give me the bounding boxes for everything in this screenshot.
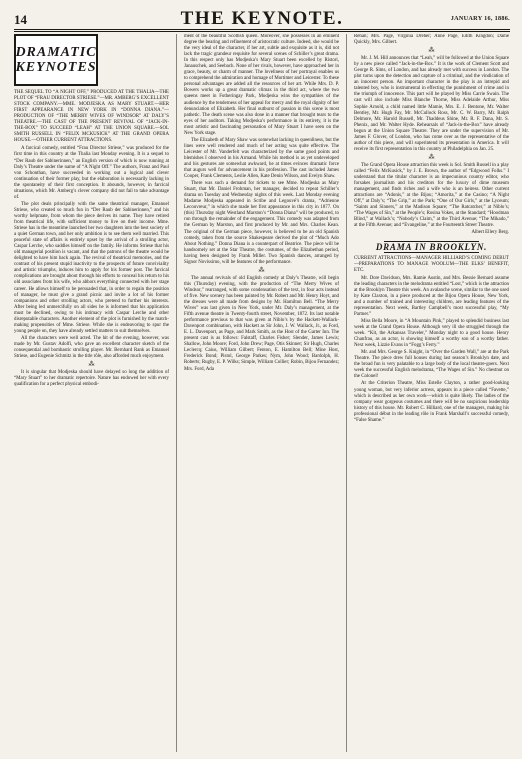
- article-paragraph: The Grand Opera House attraction this week is Sol. Smith Russell in a play called “Felix McKusick,” by J. E. Brown, the author of “Edgwood Folks.” I understand that the titular character is an impecunious country editor, who forsakes journalism and his creditors for the luxury of dime museum management, and finds riches and a wife who is an heiress. Other current attractions are “Adonis,” at the Bijou; “Amorita,” at the Casino; “A Night Off,” at Daly’s; “The Grip,” at the Park; “One of Our Girls,” at the Lyceum; “Saints and Sinners,” at the Madison Square; “The Ratcatcher,” at Niblo’s; “The Wages of Sin,” at the People’s; Rosina Vokes, at the Standard; “Hoodman Blind,” at Wallack’s; “Nobody’s Claim,” at the Third Avenue; “The Mikado,” at the Fifth Avenue; and “Evangeline,” at the Fourteenth Street Theatre.: [354, 162, 509, 229]
- column-3: [354, 34, 509, 752]
- article-paragraph: ment of the beautiful Scottish queen. Moreover, she possesses in an eminent degree the bearing and refinement of aristocratic culture. Indeed, she would be the very ideal of the character, if her art, subtle and exquisite as it is, did not lack the tragic grandeur requisite for several scenes of Schiller’s great drama. In this respect only has Modjeska’s Mary Stuart been excelled by Ristori, Janauschek, and Seebach. None of her rivals, however, have approached her in grace, beauty, or charm of manner. The loveliness of her portrayal enables us to comprehend the admiration and homage of Mortimer and Leicester. To these personal advantages are added all the resources of her art. While Mrs. D. P. Bowers works up a great dramatic climax in the third act, where the two queens meet in Fotheringay Park, Modjeska wins the sympathies of the audience by the tenderness of her appeal for mercy and the royal dignity of her denunciation of Elizabeth. Her final outburst of passion in this scene is most pathetic. The death scene was also done in a manner that brought tears to the eyes of her auditors. Taking Modjeska’s performance in its entirety, it is the most artistic and fascinating personation of Mary Stuart I have seen on the New York stage.: [184, 34, 339, 136]
- author-signature: Albert Ellery Berg.: [471, 230, 509, 236]
- header-rule-double: [14, 31, 510, 32]
- page-header: [14, 6, 510, 28]
- column-1: [14, 34, 169, 752]
- masthead-title: THE KEYNOTE.: [180, 8, 344, 29]
- article-paragraph: The Elizabeth of Mary Shaw was somewhat lacking in queenliness, but the lines were well rendered and much of her acting was quite effective. The Leicester of Mr. Vanderfelt was characterized by the same good points and blemishes I observed in his Armand. While his method is as yet undeveloped and his gestures are somewhat awkward, he at times evinces dramatic force that augurs well for advancement in his profession. The cast included James Cooper, Frank Clements, Leslie Allen, Kate Denin Wilson, and Evelyn Shaw.: [184, 137, 339, 180]
- section-divider-ornament: ⁂: [428, 48, 435, 55]
- article-paragraph: It is singular that Modjeska should have delayed so long the addition of “Mary Stuart” to her dramatic repertoire. Nature has endowed her with every qualification for a perfect physical embodi-: [14, 370, 169, 388]
- article-paragraph: There was such a demand for tickets to see Mme. Modjeska as Mary Stuart, that Mr. Daniel Frohman, her manager, decided to repeat Schiller’s drama on Tuesday and Wednesday nights of this week. Last Monday evening Madame Modjeska appeared in Scribe and Legouvé’s drama, “Adrienne Lecouvreur,” in which she made her first appearance in this city in 1877. On (this) Thursday night Westland Marston’s “Donna Diana” will be produced, to run through the remainder of the engagement. This comedy was adapted from the German by Marston, and first produced by Mr. and Mrs. Charles Kean. The original of the German piece, however, is believed to be an old Spanish comedy, taken from the source Shakespeare derived the plot of “Much Ado About Nothing.” Donna Diana is a counterpart of Beatrice. The piece will be handsomely set at the Star Theatre, the costumes, of the Elizabethan period, having been designed by Frank Miller. Two Spanish dances, arranged by Signor Novissimo, will be features of the performance.: [184, 181, 339, 265]
- article-paragraph: A farcical comedy, entitled “Frau Director Striese,” was produced for the first time in this country at the Thalia last Monday evening. It is a sequel to “Der Raub der Sabinerinnen,” an English version of which is now running at Daly’s Theatre under the name of “A Night Off.” The authors, Franz and Paul von Schonthan, have succeeded in working out a logical and clever continuation of their former play, but the elaboration is necessarily lacking in the spontaneity of their first conception. It abounds, however, in farcical situations, which Mr. Amberg’s clever company did not fail to take advantage of.: [14, 146, 169, 200]
- section-divider-ornament: ⁂: [258, 267, 265, 274]
- section-divider-ornament: ⁂: [428, 154, 435, 161]
- article-paragraph: Mr. J. M. Hill announces that “Leah,” will be followed at the Union Square by a new piece called “Jack-in-the-Box.” It is the work of Clement Scott and George R. Sims, of London, and has already met with success in London. The plot turns upon the detection and capture of a criminal, and the vindication of an innocent person. An important character in the play is an intrepid and talented boy, who is instrumental in effecting the punishment of crime and in the triumph of innocence. This part will be played by Miss Carrie Swain. The cast will also include Miss Blanche Thorne, Miss Adelaide Arthur, Miss Sophie Arnold, a child named little Mamie, Mrs. E. J. Bentone, Mr. Walter Bentley, Mr. Hugh Fay, Mr. McCullock Ross, Mr. C. W. Barry, Mr. Ralph Delmore, Mr. Harold Russell, Mr. Thaddeus Shine, Mr. R. F. Dana, Mr. S. Phenix, and Mr. Walter Hyde. Rehearsals of “Jack-in-the-Box” have already begun at the Union Square Theatre. They are under the supervision of Mr. James F. Glover, of London, who has come over as the representative of the author of this piece, and will superintend its presentation in America. It will receive its first representation in this country at Philadelphia on Jan. 25.: [354, 56, 509, 152]
- article-paragraph: Rehan; Mrs. Page, Virginia Dreher; Anne Page, Edith Kingdon; Dame Quickly, Mrs. Gilbert.: [354, 34, 509, 46]
- section-summary: CURRENT ATTRACTIONS—MANAGER HILLIARD’S COMING DEBUT—PREPARATIONS TO MANAGE WOOLUM—THE ELKS’ BENEFIT, ETC.: [354, 255, 509, 273]
- dramatic-keynotes-banner: DRAMATIC KEYNOTES: [14, 34, 98, 86]
- column-2: [184, 34, 339, 752]
- article-paragraph: At the Criterion Theatre, Miss Estelle Clayton, a rather good-looking young woman, but very inferior actress, appears in a piece called “Favette,” which is described as her own work—which is quite likely. The ladies of the company wear gorgeous costumes and there will be no suspicious leadership history of this house. Mr. Robert C. Hilliard, one of the managers, making his professional début in the leading rôle in Frank Marshall’s successful comedy, “False Shame.”: [354, 381, 509, 423]
- column-divider: [346, 34, 347, 752]
- section-heading: DRAMA IN BROOKLYN.: [354, 241, 509, 253]
- issue-date: JANUARY 16, 1886.: [450, 15, 510, 22]
- article-summary: THE SEQUEL TO “A NIGHT OFF,” PRODUCED AT THE THALIA—THE PLOT OF “FRAU DIRECTOR STRIESE.”—MR. AMBERG’S EXCELLENT STOCK COMPANY.—MME. MODJESKA AS MARY STUART.—HER FIRST APPEARANCE IN NEW YORK IN “DONNA DIANA.”—PRODUCTION OF “THE MERRY WIVES OF WINDSOR” AT DALY’S THEATRE.—THE CAST OF THE PRESENT REVIVAL OF “JACK-IN-THE-BOX” TO SUCCEED “LEAH” AT THE UNION SQUARE.—SOL SMITH RUSSELL IN “FELIX MCKUSICK” AT THE GRAND OPERA HOUSE.—OTHER CURRENT ATTRACTIONS.: [14, 90, 169, 144]
- page-number: 14: [14, 12, 27, 27]
- header-rule: [14, 29, 510, 30]
- article-paragraph: The annual revivals of old English comedy at Daly’s Theatre, will begin this (Thursday) evening, with the production of “The Merry Wives of Windsor,” rearranged, with some condensation of the text, in four acts instead of five. New scenery has been painted by Mr. Robert and Mr. Henry Hoyt, and the dresses were all made from designs by Mr. Hamilton Bell. “The Merry Wives” was last given in New York, under Mr. Daly’s management, at the Fifth avenue theatre in Twenty-fourth street, November, 1872. Its last notable performance previous to that was given at Niblo’s by the Hackett-Wallack-Davenport combination, with Hackett as Sir John, J. W. Wallack, Jr., as Ford, E. L. Davenport, as Page, and Mark Smith, as the Host of the Garter Inn. The present cast is as follows: Falstaff, Charles Fisher; Slender, James Lewis; Shallow, John Moore; Ford, John Drew; Page, Otis Skinner; Sir Hugh, Charles Leclercq; Caius, William Gilbert; Fenton, E. Hamilton Bell; Mine Host, Frederick Bond; Pistol, George Parkes; Nym, John Wood; Bardolph, H. Roberts; Rugby, E. P. Wilks; Simple, William Collier; Robin, Bijou Fernandez; Mrs. Ford, Ada: [184, 275, 339, 372]
- article-paragraph: The plot deals principally with the same theatrical manager, Emanuel Striese, who created so much fun in “Der Raub der Sabinerinnen,” and his worthy helpmate, from whom the piece derives its name. They have retired from theatrical life, with sufficient money to live on their income. Mme. Striese has in the meantime launched her two daughters into the best society of a quiet German town, and her only ambition is to see them well married. This peaceful state of affairs is entirely upset by the arrival of a strolling actor, Caspar Lerche, who saddles himself on the family. He informs Striese that his old managerial position is vacant, and that the patrons of the theatre would be delighted to have him back again. The revival of theatrical memories, and the contrast of his present stupid inactivity to the prospects of future conviviality and artistic triumphs, induces him to apply for his former post. The farcical complications are brought about through his efforts to conceal his return to his old associates from his wife, who abhors everything connected with her stage career. He allows himself to be persuaded that, in order to regain the position of manager, he must give a grand picnic and invite a lot of his former companions and other strolling actors, who pretend to further his interests. After being led unmercifully on all sides he is informed that his application must be declined, owing to his intimacy with Caspar Lerche and other disreputable characters. Another element of the plot is furnished by the match-making propensities of Mme. Striese. While she is endeavoring to spur the young people on, they have already settled matters to suit themselves.: [14, 201, 169, 334]
- article-paragraph: Mr. and Mrs. George S. Knight, in “Over the Garden Wall,” are at the Park Theatre. The piece drew full houses during last season’s Brooklyn date, and the broad fun is very palatable to a large body of the local theatre-goers. Next week the successful English melodrama, “The Wages of Sin.” No chestnut on the Colonel!: [354, 350, 509, 380]
- article-paragraph: Miss Bella Moore, in “A Mountain Pink,” played to splendid business last week at the Grand Opera House. Although very ill she struggled through the week. “Kit, the Arkansas Traveler,” Monday night to a good house. Henry Chanfrau, as an actor, is showing himself a worthy son of a worthy father. Next week, Lizzie Evans in “Fogg’s Ferry.”: [354, 319, 509, 349]
- article-paragraph: All the characters were well acted. The hit of the evening, however, was made by Mr. Gustav Adolfi, who gave an excellent character sketch of the consequential and bombastic strolling player. Mr. Bernhard Rank as Emanuel Striese, and Eugenie Schmitz in the title rôle, also afforded much enjoyment.: [14, 335, 169, 360]
- article-paragraph: Mr. Dore Davidson, Mrs. Ramie Austin, and Mrs. Bessie Bernard assume the leading characters in the melodrama entitled “Lost,” which is the attraction at the Brooklyn Theatre this week. An avalanche scene, similar to the one used by Kate Claxton, in a piece produced at the Bijou Opera House, New York, and a number of trained and interesting children, are leading features of the representation. Next week, Bartley Campbell’s most successful play, “My Partner.”: [354, 275, 509, 317]
- column-divider: [176, 34, 177, 752]
- section-divider-ornament: ⁂: [88, 362, 95, 369]
